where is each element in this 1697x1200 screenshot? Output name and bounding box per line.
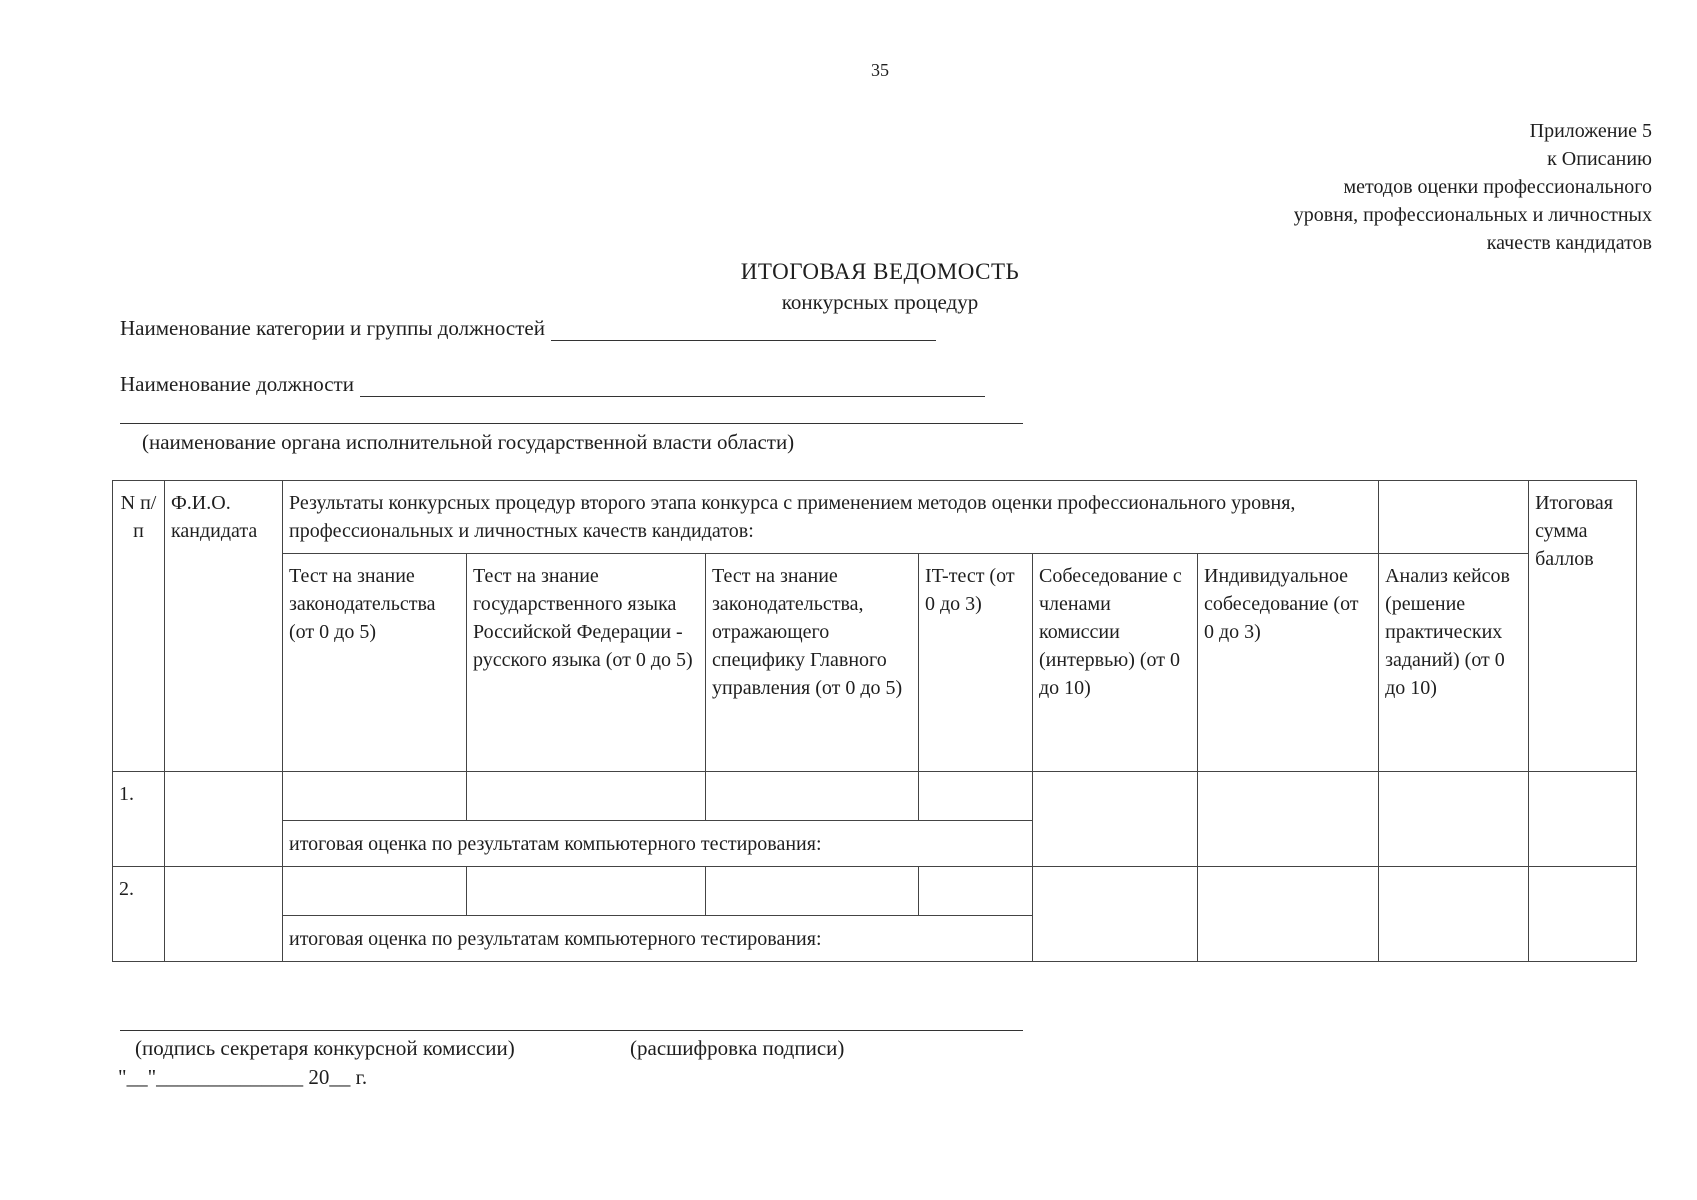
- score-cell[interactable]: [1198, 867, 1379, 962]
- score-cell[interactable]: [283, 772, 467, 821]
- score-cell[interactable]: [1379, 867, 1529, 962]
- fio-cell[interactable]: [165, 867, 283, 962]
- score-cell[interactable]: [919, 867, 1033, 916]
- score-cell[interactable]: [283, 867, 467, 916]
- title-main: ИТОГОВАЯ ВЕДОМОСТЬ: [740, 259, 1020, 284]
- total-cell[interactable]: [1529, 867, 1637, 962]
- decode-caption: (расшифровка подписи): [630, 1036, 845, 1060]
- header-fio: Ф.И.О. кандидата: [165, 481, 283, 772]
- category-blank-line[interactable]: [551, 318, 936, 341]
- authority-blank-line[interactable]: [120, 423, 1023, 424]
- table-row: [113, 867, 1637, 916]
- authority-caption: (наименование органа исполнительной государственной власти области): [142, 430, 795, 454]
- position-blank-line[interactable]: [360, 374, 985, 397]
- score-cell[interactable]: [706, 867, 919, 916]
- subheader-it-test: IT-тест (от 0 до 3): [919, 554, 1033, 772]
- score-cell[interactable]: [1198, 772, 1379, 867]
- header-empty-cell: [1379, 481, 1529, 554]
- document-title: [0, 257, 1697, 317]
- position-label: Наименование должности: [120, 372, 354, 396]
- signature-caption: (подпись секретаря конкурсной комиссии): [135, 1036, 515, 1060]
- score-cell[interactable]: [919, 772, 1033, 821]
- score-cell[interactable]: [1033, 867, 1198, 962]
- appendix-header: [1294, 117, 1652, 257]
- header-total: Итоговая сумма баллов: [1529, 481, 1637, 772]
- results-table: [112, 480, 1637, 962]
- row-number: 1.: [113, 772, 165, 867]
- score-cell[interactable]: [467, 867, 706, 916]
- title-sub: конкурсных процедур: [781, 290, 979, 314]
- score-cell[interactable]: [706, 772, 919, 821]
- computer-test-summary: итоговая оценка по результатам компьютерного тестирования:: [283, 916, 1033, 962]
- header-results: Результаты конкурсных процедур второго этапа конкурса с применением методов оценки профессионального уровня, профессиональных и личностных качеств кандидатов:: [283, 481, 1379, 554]
- score-cell[interactable]: [467, 772, 706, 821]
- appendix-line: качеств кандидатов: [1486, 232, 1652, 254]
- computer-test-summary: итоговая оценка по результатам компьютерного тестирования:: [283, 821, 1033, 867]
- appendix-line: к Описанию: [1547, 148, 1652, 170]
- page-number: 35: [871, 60, 889, 80]
- score-cell[interactable]: [1033, 772, 1198, 867]
- table-row: [113, 772, 1637, 821]
- total-cell[interactable]: [1529, 772, 1637, 867]
- date-line: "__"______________ 20__ г.: [118, 1065, 368, 1089]
- row-number: 2.: [113, 867, 165, 962]
- appendix-line: методов оценки профессионального: [1343, 176, 1652, 198]
- fio-cell[interactable]: [165, 772, 283, 867]
- subheader-language-test: Тест на знание государственного языка Российской Федерации - русского языка (от 0 до 5): [467, 554, 706, 772]
- category-label: Наименование категории и группы должностей: [120, 316, 545, 340]
- header-number: N п/п: [113, 481, 165, 772]
- subheader-case-analysis: Анализ кейсов (решение практических заданий) (от 0 до 10): [1379, 554, 1529, 772]
- category-field: [120, 316, 936, 341]
- score-cell[interactable]: [1379, 772, 1529, 867]
- appendix-line: Приложение 5: [1529, 120, 1652, 142]
- subheader-law-test: Тест на знание законодательства (от 0 до 5): [283, 554, 467, 772]
- subheader-individual-interview: Индивидуальное собеседование (от 0 до 3): [1198, 554, 1379, 772]
- position-field: [120, 372, 985, 397]
- appendix-line: уровня, профессиональных и личностных: [1293, 204, 1652, 226]
- subheader-specific-law-test: Тест на знание законодательства, отражающего специфику Главного управления (от 0 до 5): [706, 554, 919, 772]
- subheader-commission-interview: Собеседование с членами комиссии (интервью) (от 0 до 10): [1033, 554, 1198, 772]
- signature-blank-line[interactable]: [120, 1030, 1023, 1031]
